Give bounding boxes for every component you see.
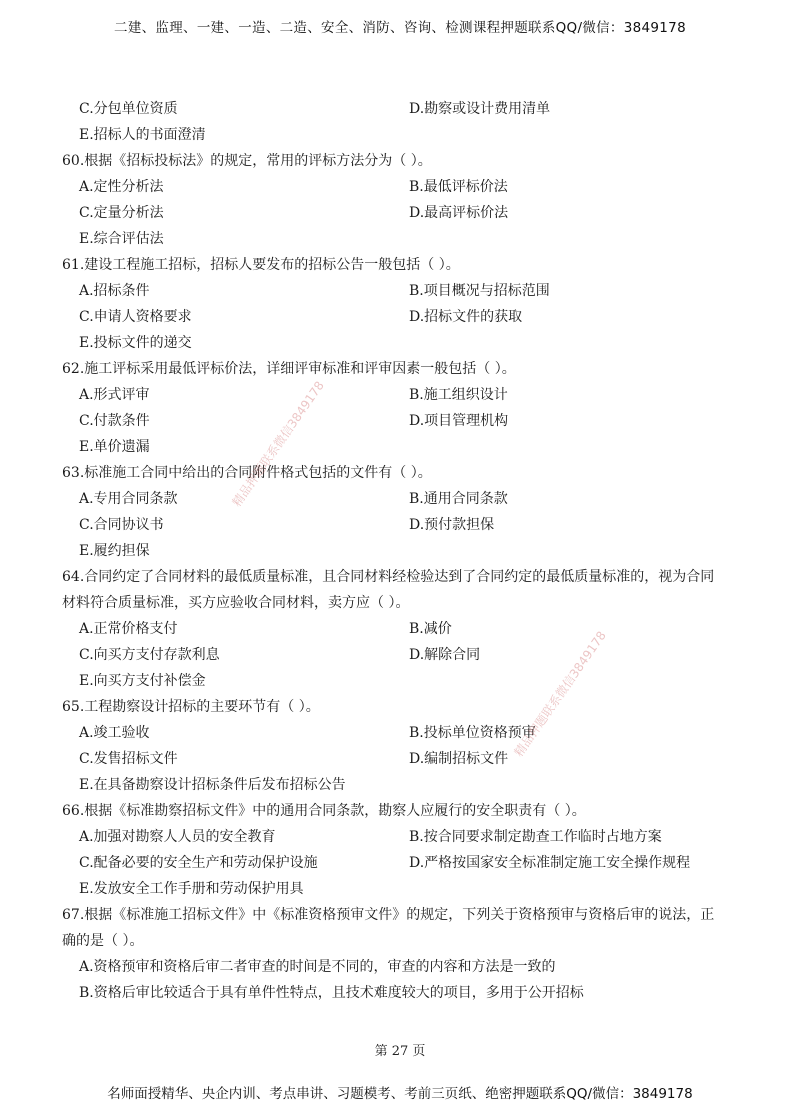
answer-option: A.正常价格支付 <box>79 621 178 637</box>
option-row <box>62 616 738 642</box>
question-stem: 63.标准施工合同中给出的合同附件格式包括的文件有（ ）。 <box>62 465 432 481</box>
answer-option: A.定性分析法 <box>79 179 164 195</box>
answer-option: D.招标文件的获取 <box>409 309 523 325</box>
question-stem: 65.工程勘察设计招标的主要环节有（ ）。 <box>62 699 320 715</box>
question-stem: 61.建设工程施工招标，招标人要发布的招标公告一般包括（ ）。 <box>62 257 460 273</box>
question-stem: 材料符合质量标准，买方应验收合同材料，卖方应（ ）。 <box>62 595 410 611</box>
answer-option: E.在具备勘察设计招标条件后发布招标公告 <box>79 777 346 793</box>
answer-option: B.项目概况与招标范围 <box>409 283 550 299</box>
answer-option: C.付款条件 <box>79 413 150 429</box>
answer-option: C.合同协议书 <box>79 517 164 533</box>
watermark: 精品押题联系微信3849178 <box>511 628 609 760</box>
answer-option: B.施工组织设计 <box>409 387 508 403</box>
option-row <box>62 382 738 408</box>
answer-option: D.勘察或设计费用清单 <box>409 101 551 117</box>
option-row <box>62 824 738 850</box>
option-row <box>62 746 738 772</box>
answer-option: A.资格预审和资格后审二者审查的时间是不同的，审查的内容和方法是一致的 <box>79 959 556 975</box>
answer-option: B.减价 <box>409 621 452 637</box>
answer-option: E.单价遗漏 <box>79 439 150 455</box>
answer-option: E.向买方支付补偿金 <box>79 673 206 689</box>
page-footer: 名师面授精华、央企内训、考点串讲、习题模考、考前三页纸、绝密押题联系QQ/微信：3849178 <box>107 1086 693 1102</box>
watermark: 精品押题联系微信3849178 <box>229 378 327 510</box>
question-stem: 67.根据《标准施工招标文件》中《标准资格预审文件》的规定，下列关于资格预审与资格后审的说法，正 <box>62 907 715 923</box>
question-stem: 62.施工评标采用最低评标价法，详细评审标准和评审因素一般包括（ ）。 <box>62 361 516 377</box>
answer-option: E.招标人的书面澄清 <box>79 127 206 143</box>
answer-option: E.履约担保 <box>79 543 150 559</box>
option-row <box>62 512 738 538</box>
option-row <box>62 642 738 668</box>
option-row <box>62 850 738 876</box>
answer-option: C.定量分析法 <box>79 205 164 221</box>
answer-option: D.严格按国家安全标准制定施工安全操作规程 <box>409 855 691 871</box>
answer-option: A.专用合同条款 <box>79 491 178 507</box>
option-row <box>62 304 738 330</box>
answer-option: D.项目管理机构 <box>409 413 509 429</box>
question-stem: 确的是（ ）。 <box>62 933 144 949</box>
page-number: 第 27 页 <box>374 1044 426 1059</box>
answer-option: C.发售招标文件 <box>79 751 178 767</box>
answer-option: B.资格后审比较适合于具有单件性特点，且技术难度较大的项目，多用于公开招标 <box>79 985 584 1001</box>
answer-option: D.最高评标价法 <box>409 205 509 221</box>
answer-option: C.向买方支付存款利息 <box>79 647 220 663</box>
question-stem: 60.根据《招标投标法》的规定，常用的评标方法分为（ ）。 <box>62 153 432 169</box>
answer-option: B.按合同要求制定勘查工作临时占地方案 <box>409 829 662 845</box>
answer-option: E.投标文件的递交 <box>79 335 192 351</box>
option-row <box>62 174 738 200</box>
answer-option: E.发放安全工作手册和劳动保护用具 <box>79 881 304 897</box>
option-row <box>62 720 738 746</box>
answer-option: E.综合评估法 <box>79 231 164 247</box>
option-row <box>62 96 738 122</box>
answer-option: C.配备必要的安全生产和劳动保护设施 <box>79 855 318 871</box>
answer-option: A.形式评审 <box>79 387 150 403</box>
answer-option: D.预付款担保 <box>409 517 495 533</box>
question-stem: 66.根据《标准勘察招标文件》中的通用合同条款，勘察人应履行的安全职责有（ ）。 <box>62 803 586 819</box>
page-header: 二建、监理、一建、一造、二造、安全、消防、咨询、检测课程押题联系QQ/微信：3849178 <box>114 20 686 36</box>
option-row <box>62 278 738 304</box>
answer-option: A.招标条件 <box>79 283 150 299</box>
answer-option: C.申请人资格要求 <box>79 309 192 325</box>
answer-option: B.投标单位资格预审 <box>409 725 536 741</box>
answer-option: B.通用合同条款 <box>409 491 508 507</box>
question-stem: 64.合同约定了合同材料的最低质量标准，且合同材料经检验达到了合同约定的最低质量标准的，视为合同 <box>62 569 715 585</box>
answer-option: B.最低评标价法 <box>409 179 508 195</box>
answer-option: A.加强对勘察人人员的安全教育 <box>79 829 276 845</box>
answer-option: D.解除合同 <box>409 647 481 663</box>
option-row <box>62 408 738 434</box>
answer-option: D.编制招标文件 <box>409 751 509 767</box>
answer-option: A.竣工验收 <box>79 725 150 741</box>
document-body <box>62 96 738 1006</box>
answer-option: C.分包单位资质 <box>79 101 178 117</box>
option-row <box>62 200 738 226</box>
option-row <box>62 486 738 512</box>
